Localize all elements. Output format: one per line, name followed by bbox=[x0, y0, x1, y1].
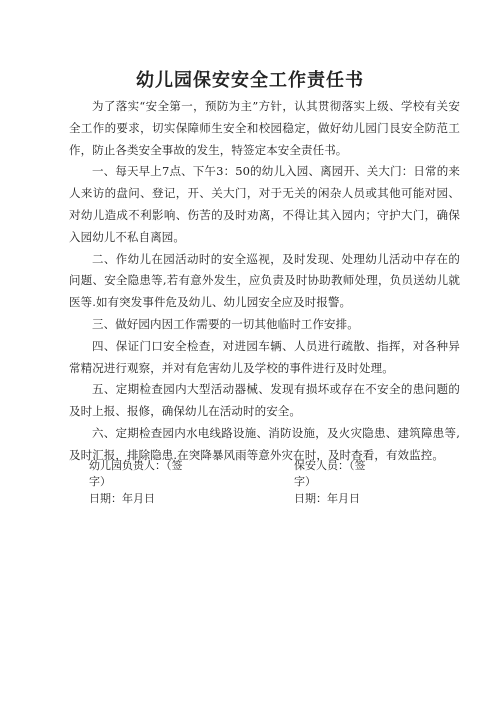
paragraph-item-3: 三、做好园内因工作需要的一切其他临时工作安排。 bbox=[92, 316, 359, 331]
paragraph-item-2: 二、作幼儿在园活动时的安全巡视，及时发现、处理幼儿活动中存在的问题、安全隐患等,若有意外发生，应负责及时协助教师处理，负员送幼儿就医等.如有突发事件危及幼儿、幼儿园安全应及时报警。 bbox=[69, 251, 460, 310]
paragraph-item-6: 六、定期检查园内水电线路设施、消防设施，及火灾隐患、建筑障患等,及时汇报，排除隐患.在突降暴风雨等意外灾在时，及时杳看，有效监控。 bbox=[69, 425, 460, 462]
signature-date: 日期：年月日 bbox=[294, 492, 360, 505]
signature-label: 保安人员：（签字） bbox=[294, 459, 366, 488]
paragraph-intro: 为了落实“安全第一，预防为主”方针，认其贯彻落实上级、学校有关安全工作的要求，切实保障师生安全和校园稳定，做好幼儿园门艮安全防范工作，防止各类安全事故的发生，特签定本安全责任书。 bbox=[69, 99, 460, 157]
document-title: 幼儿园保安安全工作责任书 bbox=[136, 70, 364, 91]
signature-block bbox=[89, 458, 429, 508]
document-body bbox=[69, 96, 460, 467]
signature-date: 日期：年月日 bbox=[89, 492, 155, 505]
signature-security-staff bbox=[294, 458, 379, 507]
signature-kindergarten-leader bbox=[89, 458, 194, 507]
paragraph-item-5: 五、定期检查园内大型活动器械、发现有损坏或存在不安全的患问题的及时上报、报修，确保幼儿在活动时的安全。 bbox=[69, 382, 460, 419]
paragraph-item-1: 一、每天早上7点、下午3：50的幼儿入园、离园开、关大门：日常的来人来访的盘问、登记，开、关大门，对于无关的闲杂人员或其他可能对园、对幼儿造成不利影响、伤苦的及时劝离，不得让其入园内；守护大门，确保入园幼儿不私自离园。 bbox=[69, 164, 460, 244]
paragraph-item-4: 四、保证门口安全检查，对进园车辆、人员进行疏散、指挥，对各种异常精况进行观察，并对有危害幼儿及学校的事件进行及时处理。 bbox=[69, 338, 460, 375]
signature-label: 幼儿园负贵人：（签字） bbox=[89, 459, 183, 488]
